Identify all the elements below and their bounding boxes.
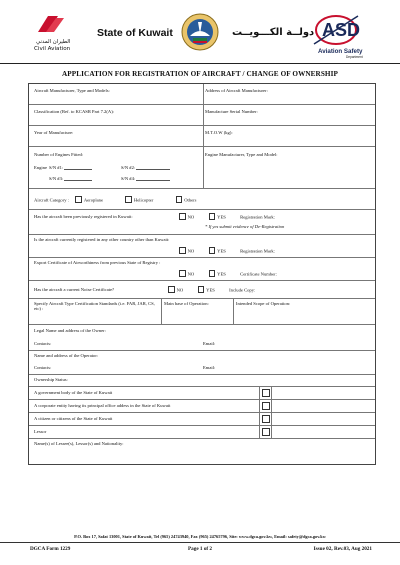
sn3-field[interactable] bbox=[64, 176, 92, 181]
export-cert-options: NO YES Certificate Number: bbox=[179, 270, 277, 277]
status-option-government: A government body of the State of Kuwait bbox=[34, 390, 113, 395]
prev-registered-options: NO YES Registration Mark: bbox=[179, 213, 275, 220]
sn1-field[interactable] bbox=[64, 165, 92, 170]
noise-cert-label: Has the aircraft a current Noise Certificate? bbox=[34, 287, 115, 292]
helicopter-checkbox[interactable] bbox=[125, 196, 132, 203]
status-option-citizen: A citizen or citizens of the State of Kuwait bbox=[34, 416, 113, 421]
other-registration-mark-label: Registration Mark: bbox=[240, 248, 275, 254]
export-cert-label: Export Certificate of Airworthiness from previous State of Registry : bbox=[34, 260, 161, 265]
intended-scope-label: Intended Scope of Operation: bbox=[236, 301, 291, 306]
year-field[interactable] bbox=[34, 136, 199, 145]
aircraft-manufacturer-field[interactable] bbox=[34, 94, 199, 103]
status-corporate-checkbox[interactable] bbox=[262, 402, 270, 410]
owner-contacts-label: Contacts: bbox=[34, 341, 52, 346]
prev-registered-label: Has the aircraft been previously registered in Kuwait: bbox=[34, 214, 133, 219]
civil-aviation-en: Civil Aviation bbox=[34, 46, 71, 52]
sn2-field[interactable] bbox=[136, 165, 170, 170]
others-label: Others bbox=[184, 197, 197, 203]
page-header bbox=[0, 0, 400, 62]
engine-manufacturer-label: Engine Manufacturer, Type and Model: bbox=[205, 152, 278, 157]
civil-aviation-logo bbox=[34, 14, 68, 36]
operator-contacts-label: Contacts: bbox=[34, 365, 52, 370]
status-option-lessor: Lessor bbox=[34, 429, 47, 434]
form-title: APPLICATION FOR REGISTRATION OF AIRCRAFT / CHANGE OF OWNERSHIP bbox=[61, 70, 339, 78]
cert-number-label: Certificate Number: bbox=[240, 271, 278, 277]
mtow-field[interactable] bbox=[207, 136, 371, 145]
ownership-status-label: Ownership Status: bbox=[34, 377, 68, 382]
others-checkbox[interactable] bbox=[176, 196, 183, 203]
export-no-checkbox[interactable] bbox=[179, 270, 186, 277]
issue-label: Issue 02, Rev.03, Aug 2021 bbox=[313, 546, 372, 552]
status-option-corporate: A corporate entity having its principal office addess in the State of Kuwait bbox=[34, 403, 171, 408]
serial-number-field[interactable] bbox=[207, 115, 371, 124]
kuwait-emblem-icon bbox=[180, 12, 220, 52]
svg-text:ASD: ASD bbox=[322, 20, 361, 40]
lessees-label: Name(s) of Lessee(s), Lessor(s) and Nationality: bbox=[34, 441, 124, 446]
footer-rule bbox=[0, 542, 400, 543]
lessees-field[interactable] bbox=[34, 448, 370, 462]
type-cert-label: Specify Aircraft Type Certification Standards (i.e. FAR, JAR, CS, etc) : bbox=[34, 301, 155, 312]
export-yes-checkbox[interactable] bbox=[209, 270, 216, 277]
noise-yes-checkbox[interactable] bbox=[198, 286, 205, 293]
noise-no-checkbox[interactable] bbox=[168, 286, 175, 293]
other-no-checkbox[interactable] bbox=[179, 247, 186, 254]
engines-fitted-label: Number of Engines Fitted: bbox=[34, 152, 84, 157]
classification-field[interactable] bbox=[34, 115, 199, 124]
engine-label: Engine bbox=[34, 165, 48, 170]
operator-email-label: Email: bbox=[203, 365, 216, 370]
form-number: DGCA Form 1229 bbox=[30, 546, 71, 552]
owner-email-label: Email: bbox=[203, 341, 216, 346]
aircraft-manufacturer-label: Aircraft Manufacturer, Type and Models: bbox=[34, 88, 110, 93]
other-country-label: Is the aircraft currently registered in any other country other than Kuwait: bbox=[34, 237, 170, 242]
state-title-ar: دولــة الكـــويــت bbox=[232, 27, 315, 38]
helicopter-label: Helicopter bbox=[133, 197, 154, 203]
asd-logo-icon bbox=[312, 12, 368, 48]
status-government-checkbox[interactable] bbox=[262, 389, 270, 397]
registration-form bbox=[28, 83, 376, 465]
department-label: Department bbox=[346, 55, 363, 59]
state-title-en: State of Kuwait bbox=[97, 27, 173, 39]
status-citizen-checkbox[interactable] bbox=[262, 415, 270, 423]
header-rule bbox=[0, 63, 400, 64]
sn1-label: S/N #1: bbox=[49, 165, 92, 170]
page-number: Page 1 of 2 bbox=[187, 546, 213, 552]
other-yes-checkbox[interactable] bbox=[209, 247, 216, 254]
manufacturer-address-label: Address of Aircraft Manufacturer: bbox=[205, 88, 268, 93]
manufacturer-address-field[interactable] bbox=[207, 94, 371, 103]
mtow-label: M.T.O.W (kg): bbox=[205, 130, 233, 135]
year-manufacture-label: Year of Manufacture: bbox=[34, 130, 74, 135]
sn4-label: S/N #4: bbox=[121, 176, 170, 181]
category-row bbox=[34, 196, 196, 203]
sn3-label: S/N #3: bbox=[49, 176, 92, 181]
include-copy-label: Include Copy: bbox=[229, 287, 256, 293]
civil-aviation-ar: الطيران المدني bbox=[36, 39, 71, 45]
noise-cert-options: NO YES Include Copy: bbox=[168, 286, 255, 293]
footer-address: P.O. Box 17, Safat 13001, State of Kuwait, Tel (965) 24743940, Fax (965) 24765796, Site: www.dgca.gov.kw, Email: safety@dgca.gov.kw bbox=[74, 534, 326, 539]
aeroplane-checkbox[interactable] bbox=[75, 196, 82, 203]
registration-mark-label: Registration Mark: bbox=[240, 214, 275, 220]
status-lessor-checkbox[interactable] bbox=[262, 428, 270, 436]
category-label: Aircraft Category : bbox=[34, 197, 69, 203]
operator-name-label: Name and address of the Operator: bbox=[34, 353, 99, 358]
sn4-field[interactable] bbox=[136, 176, 170, 181]
main-base-label: Main base of Operation: bbox=[164, 301, 209, 306]
prev-no-checkbox[interactable] bbox=[179, 213, 186, 220]
prev-yes-checkbox[interactable] bbox=[209, 213, 216, 220]
other-country-options: NO YES Registration Mark: bbox=[179, 247, 275, 254]
aviation-safety-label: Aviation Safety bbox=[318, 48, 363, 55]
classification-label: Classification (Ref. to KCASR Part 7.2(A): bbox=[34, 109, 115, 114]
aeroplane-label: Aeroplane bbox=[83, 197, 103, 203]
owner-name-label: Legal Name and address of the Owner: bbox=[34, 328, 106, 333]
serial-number-label: Manufacture Serial Number: bbox=[205, 109, 258, 114]
dereg-note: * If yes submit evidence of De-Registration bbox=[205, 224, 285, 229]
sn2-label: S/N #2: bbox=[121, 165, 170, 170]
